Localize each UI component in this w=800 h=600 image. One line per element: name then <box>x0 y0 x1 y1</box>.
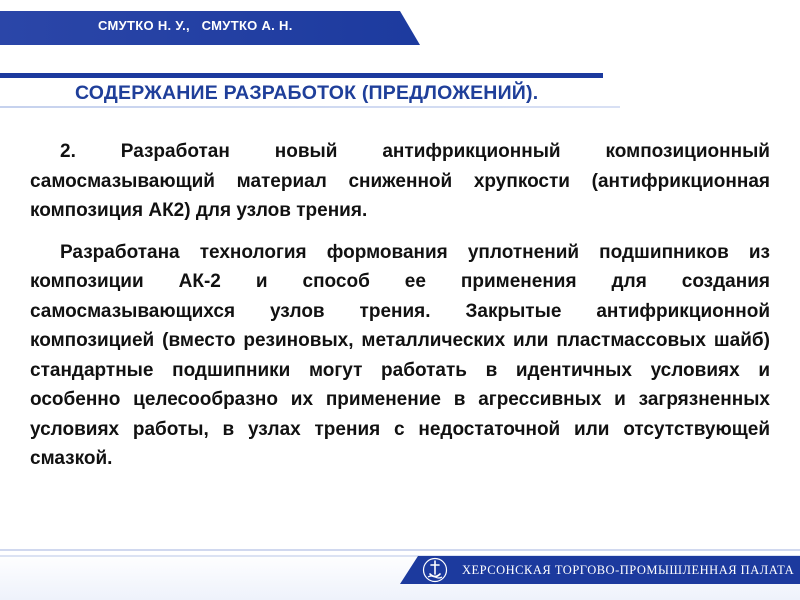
paragraph-1: 2. Разработан новый антифрикционный композиционный самосмазывающий материал сниженной хрупкости (антифрикционная композиция АК2) для узлов трения. <box>30 141 770 221</box>
paragraph-2: Разработана технология формования уплотнений подшипников из композиции АК-2 и способ ее применения для создания самосмазывающихся узлов трения. Закрытые антифрикционной композицией (вместо резиновых, металлических или пластмассовых шайб) стандартные подшипники могут работать в идентичных условиях и особенно целесообразно их применение в агрессивных и загрязненных условиях работы, в узлах трения с недостаточной или отсутствующей смазкой. <box>30 241 770 469</box>
organization-name: ХЕРСОНСКАЯ ТОРГОВО-ПРОМЫШЛЕННАЯ ПАЛАТА <box>462 563 795 577</box>
title-rule-top <box>0 73 603 78</box>
chamber-logo-icon <box>422 557 448 583</box>
slide-body <box>30 137 770 486</box>
slide-title: СОДЕРЖАНИЕ РАЗРАБОТОК (ПРЕДЛОЖЕНИЙ). <box>75 82 539 104</box>
authors-label: СМУТКО Н. У., СМУТКО А. Н. <box>98 18 293 33</box>
footer-rule-1 <box>0 549 800 551</box>
title-rule-bottom <box>0 106 620 108</box>
